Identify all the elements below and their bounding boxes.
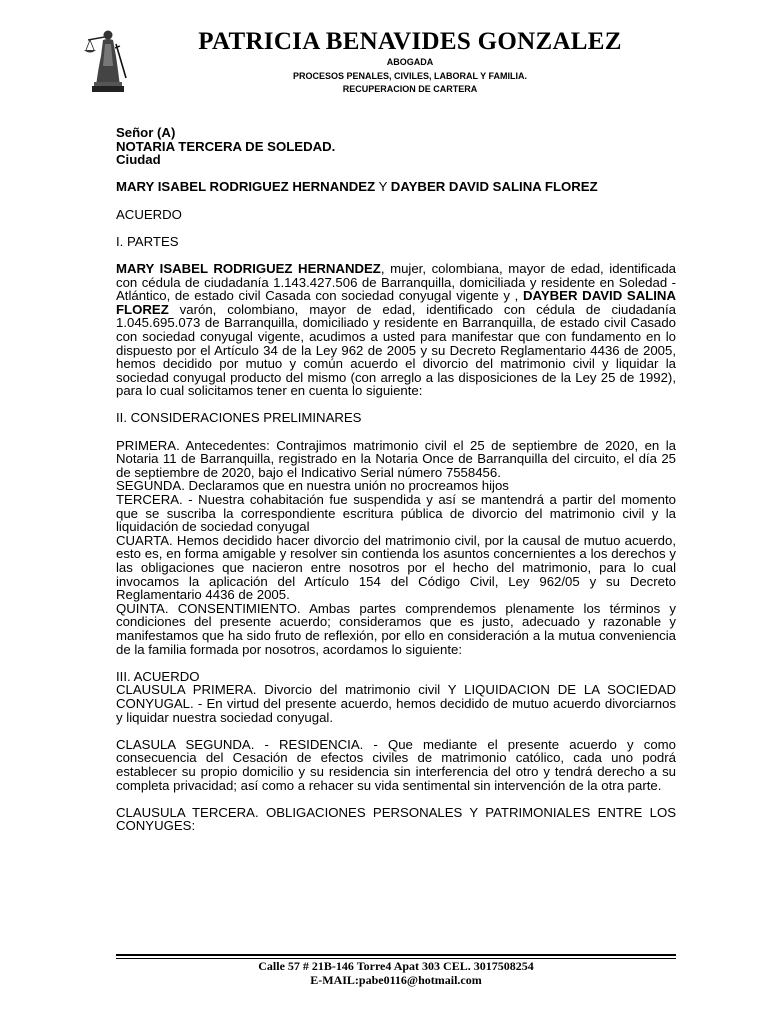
letter-body (116, 126, 676, 833)
footer-address: Calle 57 # 21B-146 Torre4 Apat 303 CEL. 3017508254 (258, 959, 534, 973)
heading-partes: I. PARTES (116, 233, 179, 249)
party2-text: varón, colombiano, mayor de edad, identificado con cédula de ciudadanía 1.045.695.073 de Barranquilla, domiciliado y residente en Barranquilla, de estado civil Casado con sociedad conyugal vigente, acudimos a usted para manifestar que con fundamento en lo dispuesto por el Artículo 34 de la Ley 962 de 2005 y su Decreto Reglamentario 4436 de 2005, hemos decidido por mutuo y común acuerdo el divorcio del matrimonio civil y liquidar la sociedad conyugal producto del mismo (con arreglo a las disposiciones de la Ley 25 de 1992), para lo cual solicitamos tener en cuenta lo siguiente: (116, 301, 676, 399)
lawyer-title: ABOGADA (386, 57, 434, 67)
consideracion-cuarta: CUARTA. Hemos decidido hacer divorcio del matrimonio civil, por la causal de mutuo acuerdo, esto es, en forma amigable y resolver sin contienda los asuntos concernientes a los derechos y las obligaciones que nacieron entre nosotros por el hecho del matrimonio, para lo cual invocamos la aplicación del Artículo 154 del Código Civil, Ley 962/05 y su Decreto Reglamentario 4436 de 2005. (116, 532, 676, 603)
addressee-line2: NOTARIA TERCERA DE SOLEDAD. (116, 138, 336, 154)
consideracion-tercera: TERCERA. - Nuestra cohabitación fue suspendida y así se mantendrá a partir del momento que se suscriba la correspondiente escritura pública de divorcio del matrimonio civil y la liquidación de sociedad conyugal (116, 492, 676, 535)
lawyer-name: PATRICIA BENAVIDES GONZALEZ (198, 28, 622, 55)
clausula-tercera: CLAUSULA TERCERA. OBLIGACIONES PERSONALES Y PATRIMONIALES ENTRE LOS CONYUGES: (116, 804, 676, 834)
heading-consideraciones: II. CONSIDERACIONES PRELIMINARES (116, 410, 362, 426)
subject-party2: DAYBER DAVID SALINA FLOREZ (390, 179, 598, 195)
addressee-line1: Señor (A) (116, 125, 176, 140)
party1-name: MARY ISABEL RODRIGUEZ HERNANDEZ (116, 260, 381, 276)
clausula-primera: CLAUSULA PRIMERA. Divorcio del matrimonio civil Y LIQUIDACION DE LA SOCIEDAD CONYUGAL. - En virtud del presente acuerdo, hemos decidido de mutuo acuerdo divorciarnos y liquidar nuestra sociedad conyugal. (116, 682, 676, 725)
footer-email: E-MAIL:pabe0116@hotmail.com (310, 973, 482, 987)
lady-justice-icon (80, 26, 132, 94)
consideracion-segunda: SEGUNDA. Declaramos que en nuestra unión no procreamos hijos (116, 478, 509, 494)
party2-name: DAYBER DAVID SALINA FLOREZ (116, 288, 676, 317)
consideracion-quinta: QUINTA. CONSENTIMIENTO. Ambas partes comprendemos plenamente los términos y condiciones del presente acuerdo; consideramos que es justo, adecuado y razonable y manifestamos que ha sido fruto de reflexión, por ello en consideración a la mutua conveniencia de la familia formada por nosotros, acordamos lo siguiente: (116, 600, 676, 657)
addressee-line3: Ciudad (116, 152, 161, 168)
subject-line (116, 180, 676, 194)
lawyer-specialties: PROCESOS PENALES, CIVILES, LABORAL Y FAMILIA. (292, 71, 528, 81)
party1-text: , mujer, colombiana, mayor de edad, identificada con cédula de ciudadanía 1.143.427.506 de Barranquilla, domiciliada y residente en Soledad - Atlántico, de estado civil Casada con sociedad conyugal vigente y , (116, 260, 676, 304)
partes-paragraph (116, 262, 676, 398)
heading-acuerdo: ACUERDO (116, 206, 182, 222)
heading-acuerdo-3: III. ACUERDO (116, 668, 200, 684)
subject-party1: MARY ISABEL RODRIGUEZ HERNANDEZ (116, 179, 376, 195)
subject-connector: Y (375, 179, 391, 195)
clausula-segunda: CLASULA SEGUNDA. - RESIDENCIA. - Que mediante el presente acuerdo y como consecuencia del Cesación de efectos civiles de matrimonio católico, cada uno podrá establecer su propio domicilio y su residencia sin interferencia del otro y tendrá derecho a su completa privacidad; así como a rehacer su vida sentimental sin intervención de la otra parte. (116, 736, 676, 793)
footer-divider (116, 954, 676, 956)
lawyer-service: RECUPERACION DE CARTERA (342, 84, 478, 94)
consideracion-primera: PRIMERA. Antecedentes: Contrajimos matrimonio civil el 25 de septiembre de 2020, en la Notaria 11 de Barranquilla, registrado en la Notaria Once de Barranquilla del circuito, el día 25 de septiembre de 2020, bajo el Indicativo Serial número 7558456. (116, 437, 676, 480)
